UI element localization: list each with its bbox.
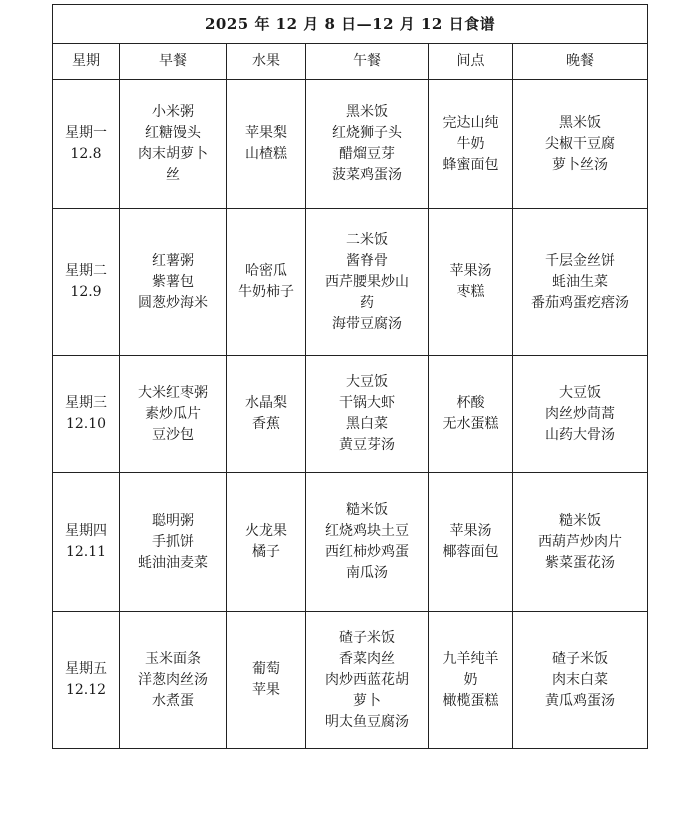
lunch-item: 红烧鸡块土豆 [325, 523, 409, 539]
lunch-item: 菠菜鸡蛋汤 [332, 167, 402, 183]
weekday-label: 星期四 [65, 523, 107, 539]
dinner-cell [513, 209, 648, 356]
dinner-item: 黑米饭 [559, 114, 602, 131]
lunch-item: 黑白菜 [346, 416, 388, 432]
breakfast-item: 红糖馒头 [145, 125, 201, 141]
snack-item: 椰蓉面包 [442, 544, 499, 560]
dinner-cell [513, 612, 648, 749]
lunch-item: 糙米饭 [346, 502, 388, 518]
breakfast-item: 手抓饼 [152, 533, 194, 550]
lunch-item: 黑米饭 [346, 104, 388, 120]
lunch-item: 南瓜汤 [346, 565, 388, 581]
lunch-item: 黄豆芽汤 [339, 437, 395, 453]
header-breakfast: 早餐 [120, 44, 227, 80]
menu-row [53, 80, 648, 209]
header-day: 星期 [53, 44, 120, 80]
weekday-label: 星期二 [65, 263, 107, 279]
breakfast-cell [120, 80, 227, 209]
snack-item: 苹果汤 [449, 523, 492, 539]
lunch-cell [306, 209, 429, 356]
fruit-item: 橘子 [252, 544, 280, 560]
fruit-item: 哈密瓜 [245, 263, 287, 279]
fruit-cell [227, 612, 306, 749]
breakfast-item: 丝 [166, 167, 180, 183]
lunch-item: 香菜肉丝 [339, 650, 395, 667]
lunch-cell [306, 473, 429, 612]
breakfast-item: 豆沙包 [152, 426, 194, 443]
snack-cell [429, 80, 513, 209]
snack-item: 蜂蜜面包 [442, 156, 499, 173]
header-snack: 间点 [429, 44, 513, 80]
snack-item: 完达山纯 [442, 114, 499, 131]
snack-cell [429, 612, 513, 749]
lunch-item: 醋熘豆芽 [339, 146, 395, 162]
lunch-item: 西红柿炒鸡蛋 [325, 544, 409, 560]
snack-item: 苹果汤 [449, 263, 492, 279]
lunch-item: 二米饭 [346, 231, 388, 248]
date-label: 12.10 [65, 416, 107, 432]
dinner-item: 蚝油生菜 [552, 273, 609, 290]
breakfast-item: 聪明粥 [152, 512, 194, 529]
fruit-item: 山楂糕 [245, 146, 287, 162]
dinner-item: 肉丝炒茼蒿 [545, 405, 616, 422]
snack-item: 牛奶 [456, 135, 485, 152]
menu-row [53, 356, 648, 473]
menu-table [52, 4, 648, 749]
lunch-item: 肉炒西蓝花胡 [325, 671, 409, 688]
fruit-item: 火龙果 [245, 523, 287, 539]
snack-cell [429, 209, 513, 356]
dinner-item: 黄瓜鸡蛋汤 [545, 692, 616, 709]
date-label: 12.8 [70, 146, 102, 162]
snack-item: 九羊纯羊 [442, 650, 499, 667]
lunch-item: 明太鱼豆腐汤 [325, 713, 409, 730]
snack-item: 杯酸 [456, 395, 485, 411]
day-cell [53, 80, 120, 209]
date-label: 12.11 [65, 544, 107, 560]
day-cell [53, 473, 120, 612]
lunch-item: 萝卜 [353, 692, 381, 709]
dinner-item: 番茄鸡蛋疙瘩汤 [531, 294, 630, 311]
dinner-item: 肉末白菜 [552, 671, 609, 688]
fruit-item: 苹果梨 [245, 125, 287, 141]
lunch-cell [306, 356, 429, 473]
header-lunch: 午餐 [306, 44, 429, 80]
day-cell [53, 356, 120, 473]
breakfast-cell [120, 473, 227, 612]
lunch-item: 干锅大虾 [339, 395, 395, 411]
dinner-item: 千层金丝饼 [545, 252, 616, 269]
weekday-label: 星期三 [65, 395, 107, 411]
day-cell [53, 612, 120, 749]
lunch-item: 大豆饭 [346, 374, 388, 390]
breakfast-item: 水煮蛋 [152, 692, 194, 709]
snack-cell [429, 356, 513, 473]
menu-row [53, 209, 648, 356]
breakfast-item: 圆葱炒海米 [138, 294, 208, 311]
dinner-item: 尖椒干豆腐 [545, 135, 616, 152]
header-fruit: 水果 [227, 44, 306, 80]
lunch-cell [306, 80, 429, 209]
dinner-cell [513, 356, 648, 473]
lunch-item: 红烧狮子头 [332, 125, 402, 141]
fruit-cell [227, 209, 306, 356]
lunch-item: 酱脊骨 [346, 252, 388, 269]
lunch-item: 海带豆腐汤 [332, 315, 402, 332]
dinner-item: 糙米饭 [559, 512, 602, 529]
fruit-cell [227, 473, 306, 612]
dinner-cell [513, 80, 648, 209]
breakfast-item: 红薯粥 [152, 252, 194, 269]
date-label: 12.9 [70, 284, 102, 300]
breakfast-cell [120, 356, 227, 473]
dinner-item: 西葫芦炒肉片 [538, 533, 623, 550]
lunch-cell [306, 612, 429, 749]
dinner-item: 山药大骨汤 [545, 426, 616, 443]
header-dinner: 晚餐 [513, 44, 648, 80]
fruit-cell [227, 356, 306, 473]
weekday-label: 星期一 [65, 125, 107, 141]
fruit-item: 葡萄 [252, 661, 280, 677]
lunch-item: 药 [360, 294, 374, 311]
snack-item: 奶 [463, 671, 478, 688]
breakfast-item: 小米粥 [152, 104, 194, 120]
fruit-item: 苹果 [252, 682, 280, 698]
breakfast-cell [120, 209, 227, 356]
date-label: 12.12 [65, 682, 107, 698]
fruit-item: 水晶梨 [245, 395, 287, 411]
breakfast-item: 肉末胡萝卜 [138, 146, 208, 162]
dinner-cell [513, 473, 648, 612]
snack-item: 枣糕 [456, 284, 485, 300]
menu-row [53, 612, 648, 749]
menu-title: 2025 年 12 月 8 日—12 月 12 日食谱 [53, 5, 648, 44]
lunch-item: 西芹腰果炒山 [325, 273, 409, 290]
lunch-item: 碴子米饭 [339, 629, 395, 646]
menu-row [53, 473, 648, 612]
snack-cell [429, 473, 513, 612]
dinner-item: 紫菜蛋花汤 [545, 554, 616, 571]
fruit-item: 牛奶柿子 [238, 284, 294, 300]
dinner-item: 大豆饭 [559, 384, 602, 401]
snack-item: 无水蛋糕 [442, 416, 499, 432]
dinner-item: 萝卜丝汤 [552, 156, 609, 173]
breakfast-item: 洋葱肉丝汤 [138, 671, 208, 688]
weekday-label: 星期五 [65, 661, 107, 677]
breakfast-cell [120, 612, 227, 749]
breakfast-item: 紫薯包 [152, 273, 194, 290]
breakfast-item: 蚝油油麦菜 [138, 554, 208, 571]
dinner-item: 碴子米饭 [552, 650, 609, 667]
snack-item: 橄榄蛋糕 [442, 692, 499, 709]
fruit-item: 香蕉 [252, 416, 280, 432]
breakfast-item: 玉米面条 [145, 650, 201, 667]
day-cell [53, 209, 120, 356]
breakfast-item: 素炒瓜片 [145, 405, 201, 422]
menu-body [53, 80, 648, 749]
breakfast-item: 大米红枣粥 [138, 384, 208, 401]
fruit-cell [227, 80, 306, 209]
